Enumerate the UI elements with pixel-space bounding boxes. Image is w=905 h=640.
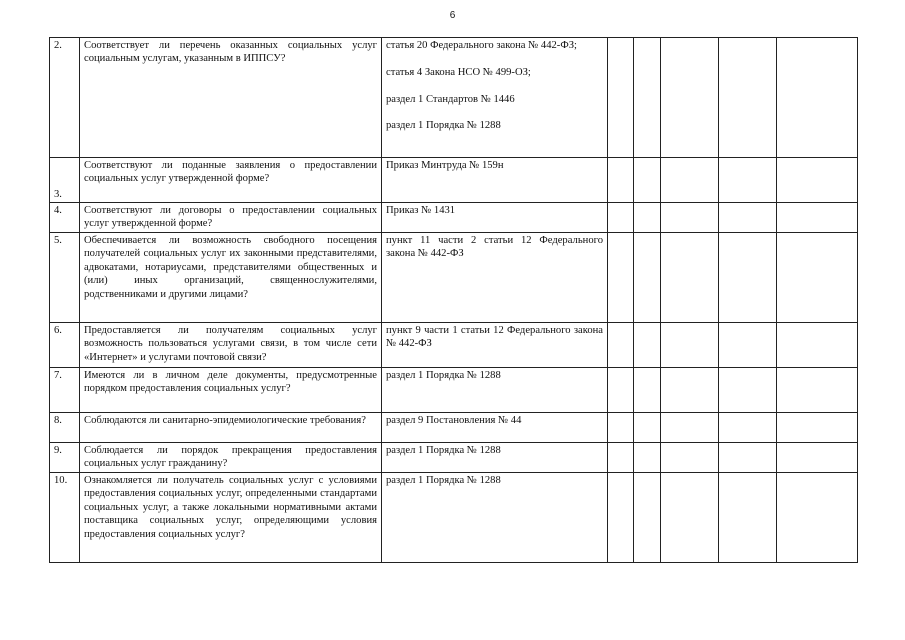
legal-basis-line: раздел 1 Стандартов № 1446	[386, 93, 515, 105]
legal-basis-cell	[382, 323, 608, 368]
mark-cell[interactable]	[608, 158, 634, 203]
mark-cell[interactable]	[719, 323, 777, 368]
row-number: 10.	[50, 473, 80, 563]
question-cell: Соответствует ли перечень оказанных социальных услуг социальным услугам, указанным в ИППСУ?	[80, 38, 382, 158]
legal-basis-cell	[382, 473, 608, 563]
question-cell: Обеспечивается ли возможность свободного посещения получателей социальных услуг их законными представителями, адвокатами, нотариусами, представителями общественных и (или) иных организаций, священнослужителями, родственниками и другими лицами?	[80, 233, 382, 323]
legal-basis-cell	[382, 158, 608, 203]
mark-cell[interactable]	[661, 158, 719, 203]
question-cell: Соблюдается ли порядок прекращения предоставления социальных услуг гражданину?	[80, 443, 382, 473]
mark-cell[interactable]	[608, 413, 634, 443]
mark-cell[interactable]	[661, 203, 719, 233]
note-cell[interactable]	[777, 323, 858, 368]
legal-basis-line: Приказ Минтруда № 159н	[386, 160, 504, 171]
mark-cell[interactable]	[608, 233, 634, 323]
question-cell: Соответствуют ли поданные заявления о предоставлении социальных услуг утвержденной форме?	[80, 158, 382, 203]
mark-cell[interactable]	[608, 473, 634, 563]
mark-cell[interactable]	[634, 323, 661, 368]
question-cell: Имеются ли в личном деле документы, предусмотренные порядком предоставления социальных услуг?	[80, 368, 382, 413]
row-number: 3.	[50, 158, 80, 203]
table-row	[50, 443, 858, 473]
row-number: 2.	[50, 38, 80, 158]
mark-cell[interactable]	[634, 368, 661, 413]
table-row	[50, 323, 858, 368]
legal-basis-line: раздел 1 Порядка № 1288	[386, 370, 501, 381]
page-number: 6	[449, 10, 456, 21]
table-row	[50, 38, 858, 158]
legal-basis-line: пункт 11 части 2 статьи 12 Федерального закона № 442-ФЗ	[386, 235, 603, 260]
mark-cell[interactable]	[719, 158, 777, 203]
legal-basis-line: раздел 1 Порядка № 1288	[386, 445, 501, 456]
question-cell: Предоставляется ли получателям социальных услуг возможность пользоваться услугами связи, в том числе сети «Интернет» и услугами почтовой связи?	[80, 323, 382, 368]
mark-cell[interactable]	[719, 368, 777, 413]
mark-cell[interactable]	[608, 203, 634, 233]
mark-cell[interactable]	[719, 443, 777, 473]
note-cell[interactable]	[777, 413, 858, 443]
note-cell[interactable]	[777, 473, 858, 563]
mark-cell[interactable]	[634, 473, 661, 563]
table-row	[50, 158, 858, 203]
row-number: 9.	[50, 443, 80, 473]
mark-cell[interactable]	[719, 473, 777, 563]
legal-basis-line: Приказ № 1431	[386, 205, 456, 216]
legal-basis-line: пункт 9 части 1 статьи 12 Федерального закона № 442-ФЗ	[386, 325, 603, 350]
legal-basis-cell	[382, 38, 608, 158]
checklist-table	[49, 37, 858, 563]
mark-cell[interactable]	[608, 368, 634, 413]
row-number: 5.	[50, 233, 80, 323]
table-row	[50, 233, 858, 323]
legal-basis-line: раздел 9 Постановления № 44	[386, 415, 522, 426]
row-number: 6.	[50, 323, 80, 368]
legal-basis-line: раздел 1 Порядка № 1288	[386, 120, 501, 132]
mark-cell[interactable]	[661, 323, 719, 368]
mark-cell[interactable]	[634, 203, 661, 233]
note-cell[interactable]	[777, 203, 858, 233]
mark-cell[interactable]	[634, 233, 661, 323]
mark-cell[interactable]	[608, 38, 634, 158]
legal-basis-line: статья 20 Федерального закона № 442-ФЗ;	[386, 40, 577, 51]
question-cell: Соблюдаются ли санитарно-эпидемиологические требования?	[80, 413, 382, 443]
table-row	[50, 203, 858, 233]
mark-cell[interactable]	[661, 38, 719, 158]
table-row	[50, 473, 858, 563]
row-number: 4.	[50, 203, 80, 233]
mark-cell[interactable]	[719, 413, 777, 443]
mark-cell[interactable]	[661, 443, 719, 473]
table-row	[50, 413, 858, 443]
mark-cell[interactable]	[661, 413, 719, 443]
mark-cell[interactable]	[661, 473, 719, 563]
table-row	[50, 368, 858, 413]
mark-cell[interactable]	[634, 413, 661, 443]
mark-cell[interactable]	[719, 233, 777, 323]
question-cell: Ознакомляется ли получатель социальных услуг с условиями предоставления социальных услуг, определенными стандартами социальных услуг, а также локальными нормативными актами поставщика социальных услуг, определяющими условия предоставления социальных услуг?	[80, 473, 382, 563]
note-cell[interactable]	[777, 233, 858, 323]
mark-cell[interactable]	[634, 38, 661, 158]
row-number: 7.	[50, 368, 80, 413]
legal-basis-cell	[382, 233, 608, 323]
mark-cell[interactable]	[608, 443, 634, 473]
legal-basis-cell	[382, 413, 608, 443]
legal-basis-line: статья 4 Закона НСО № 499-ОЗ;	[386, 66, 531, 78]
mark-cell[interactable]	[634, 158, 661, 203]
row-number: 8.	[50, 413, 80, 443]
mark-cell[interactable]	[661, 233, 719, 323]
legal-basis-cell	[382, 203, 608, 233]
mark-cell[interactable]	[719, 38, 777, 158]
mark-cell[interactable]	[719, 203, 777, 233]
mark-cell[interactable]	[608, 323, 634, 368]
note-cell[interactable]	[777, 368, 858, 413]
note-cell[interactable]	[777, 443, 858, 473]
legal-basis-line: раздел 1 Порядка № 1288	[386, 475, 501, 486]
legal-basis-cell	[382, 443, 608, 473]
note-cell[interactable]	[777, 38, 858, 158]
question-cell: Соответствуют ли договоры о предоставлении социальных услуг утвержденной форме?	[80, 203, 382, 233]
note-cell[interactable]	[777, 158, 858, 203]
mark-cell[interactable]	[634, 443, 661, 473]
legal-basis-cell	[382, 368, 608, 413]
mark-cell[interactable]	[661, 368, 719, 413]
